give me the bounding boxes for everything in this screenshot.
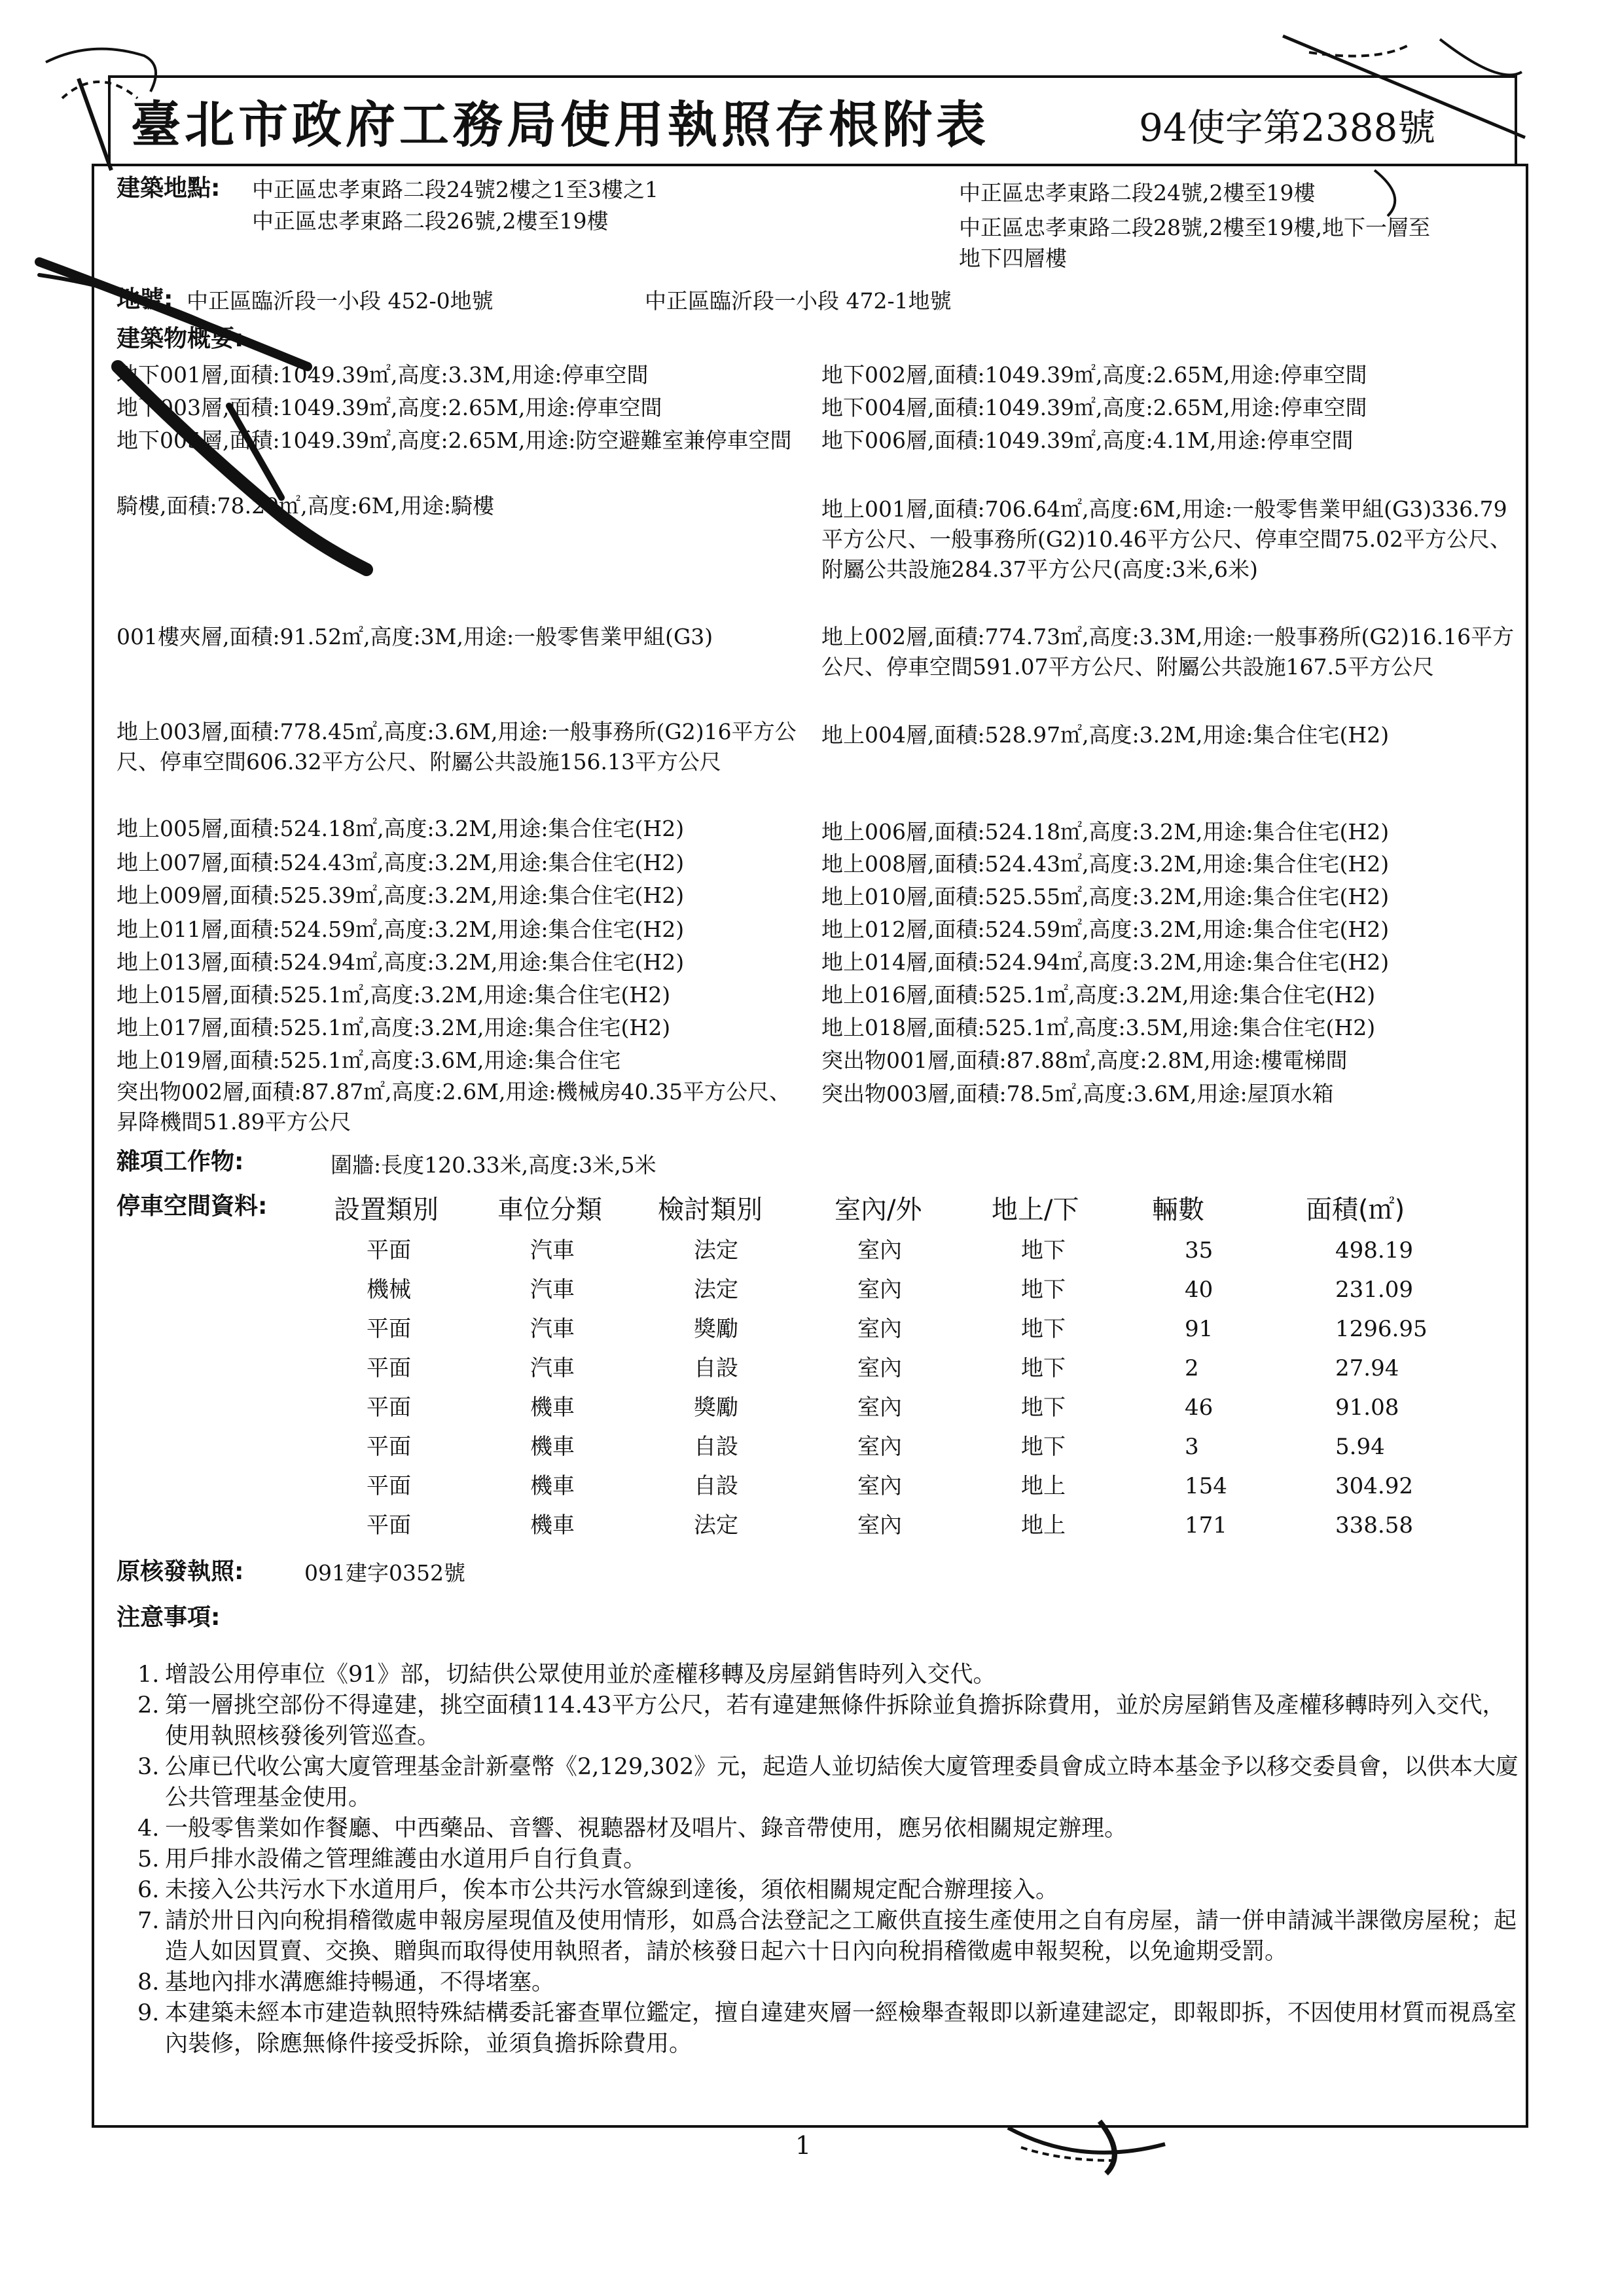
floor-entry: 地上014層,面積:524.94㎡,高度:3.2M,用途:集合住宅(H2) bbox=[821, 949, 1390, 975]
table-cell: 法定 bbox=[694, 1237, 738, 1264]
table-cell: 498.19 bbox=[1335, 1237, 1413, 1264]
table-cell: 地下 bbox=[1021, 1394, 1066, 1421]
table-cell: 室內 bbox=[857, 1316, 902, 1342]
stamp-smudge-bottom bbox=[1008, 2121, 1165, 2174]
table-cell: 汽車 bbox=[530, 1277, 575, 1303]
note-item: 6. 未接入公共污水下水道用戶，俟本市公共污水管線到達後，須依相關規定配合辦理接入。 bbox=[137, 1877, 1059, 1903]
parking-table bbox=[367, 1231, 1466, 1545]
note-item: 9. 本建築未經本市建造執照特殊結構委託審查單位鑑定，擅自違建夾層一經檢舉查報即以新違建認定，即報即拆，不因使用材質而視爲室內裝修，除應無條件接受拆除，並須負擔拆除費用。 bbox=[137, 2000, 1517, 2057]
floor-entry: 地上012層,面積:524.59㎡,高度:3.2M,用途:集合住宅(H2) bbox=[821, 917, 1390, 942]
note-item: 3. 公庫已代收公寓大廈管理基金計新臺幣《2,129,302》元，起造人並切結俟大廈管理委員會成立時本基金予以移交委員會，以供本大廈公共管理基金使用。 bbox=[137, 1754, 1519, 1811]
floor-entry: 地下001層,面積:1049.39㎡,高度:3.3M,用途:停車空間 bbox=[117, 362, 649, 388]
table-cell: 地下 bbox=[1021, 1277, 1066, 1303]
table-cell: 自設 bbox=[694, 1473, 738, 1499]
table-cell: 231.09 bbox=[1335, 1277, 1413, 1303]
site-label: 建築地點: bbox=[117, 175, 221, 202]
parking-header-review: 檢討類別 bbox=[658, 1195, 763, 1225]
table-cell: 地上 bbox=[1021, 1473, 1066, 1499]
table-cell: 室內 bbox=[857, 1434, 902, 1460]
page-number: 1 bbox=[795, 2131, 812, 2160]
table-cell: 室內 bbox=[857, 1394, 902, 1421]
lot-number-1: 中正區臨沂段一小段 452-0地號 bbox=[187, 288, 494, 314]
note-item: 2. 第一層挑空部份不得違建，挑空面積114.43平方公尺，若有違建無條件拆除並負擔拆除費用，並於房屋銷售及產權移轉時列入交代，使用執照核發後列管巡查。 bbox=[137, 1692, 1505, 1749]
original-permit-label: 原核發執照: bbox=[117, 1558, 244, 1585]
floor-entry: 騎樓,面積:78.29㎡,高度:6M,用途:騎樓 bbox=[117, 493, 495, 519]
table-cell: 汽車 bbox=[530, 1237, 575, 1264]
floor-entry: 地上018層,面積:525.1㎡,高度:3.5M,用途:集合住宅(H2) bbox=[821, 1015, 1376, 1040]
floor-entry: 突出物001層,面積:87.88㎡,高度:2.8M,用途:樓電梯間 bbox=[821, 1048, 1348, 1073]
note-item: 8. 基地內排水溝應維持暢通，不得堵塞。 bbox=[137, 1969, 555, 1995]
floor-entry: 地上017層,面積:525.1㎡,高度:3.2M,用途:集合住宅(H2) bbox=[117, 1015, 671, 1040]
floor-entry: 地上010層,面積:525.55㎡,高度:3.2M,用途:集合住宅(H2) bbox=[821, 884, 1390, 909]
floor-entry: 地上002層,面積:774.73㎡,高度:3.3M,用途:一般事務所(G2)16.16平方公尺、停車空間591.07平方公尺、附屬公共設施167.5平方公尺 bbox=[821, 624, 1515, 680]
misc-works-label: 雜項工作物: bbox=[117, 1148, 244, 1175]
table-cell: 機械 bbox=[367, 1277, 411, 1303]
lot-number-2: 中正區臨沂段一小段 472-1地號 bbox=[645, 288, 952, 314]
table-cell: 1296.95 bbox=[1335, 1316, 1428, 1342]
building-summary-label: 建築物概要: bbox=[117, 325, 244, 352]
note-item: 1. 增設公用停車位《91》部，切結供公眾使用並於產權移轉及房屋銷售時列入交代。 bbox=[137, 1662, 996, 1688]
note-item: 5. 用戶排水設備之管理維護由水道用戶自行負責。 bbox=[137, 1846, 647, 1872]
floor-entry: 地下004層,面積:1049.39㎡,高度:2.65M,用途:停車空間 bbox=[821, 395, 1367, 420]
table-cell: 室內 bbox=[857, 1277, 902, 1303]
floor-entry: 地上013層,面積:524.94㎡,高度:3.2M,用途:集合住宅(H2) bbox=[117, 949, 685, 975]
floor-entry: 地上006層,面積:524.18㎡,高度:3.2M,用途:集合住宅(H2) bbox=[821, 819, 1390, 845]
floor-entry: 001樓夾層,面積:91.52㎡,高度:3M,用途:一般零售業甲組(G3) bbox=[117, 624, 713, 649]
table-cell: 獎勵 bbox=[694, 1316, 738, 1342]
site-address-left-1: 中正區忠孝東路二段24號2樓之1至3樓之1 bbox=[252, 177, 658, 202]
table-cell: 室內 bbox=[857, 1237, 902, 1264]
table-cell: 地下 bbox=[1021, 1355, 1066, 1381]
table-cell: 獎勵 bbox=[694, 1394, 738, 1421]
notes-list bbox=[137, 1660, 1525, 2060]
table-cell: 5.94 bbox=[1335, 1434, 1385, 1460]
floor-entry: 地上009層,面積:525.39㎡,高度:3.2M,用途:集合住宅(H2) bbox=[117, 883, 685, 908]
table-cell: 室內 bbox=[857, 1473, 902, 1499]
table-cell: 自設 bbox=[694, 1434, 738, 1460]
table-cell: 機車 bbox=[530, 1512, 575, 1539]
floor-entry: 地下002層,面積:1049.39㎡,高度:2.65M,用途:停車空間 bbox=[821, 362, 1367, 388]
note-item: 4. 一般零售業如作餐廳、中西藥品、音響、視聽器材及唱片、錄音帶使用，應另依相關規定辦理。 bbox=[137, 1815, 1128, 1842]
table-cell: 171 bbox=[1185, 1512, 1227, 1539]
parking-header-vehicle: 車位分類 bbox=[497, 1195, 602, 1225]
floor-entry: 地下006層,面積:1049.39㎡,高度:4.1M,用途:停車空間 bbox=[821, 428, 1354, 453]
table-cell: 40 bbox=[1185, 1277, 1214, 1303]
floor-entry: 地上003層,面積:778.45㎡,高度:3.6M,用途:一般事務所(G2)16平方公尺、停車空間606.32平方公尺、附屬公共設施156.13平方公尺 bbox=[117, 719, 797, 774]
table-cell: 機車 bbox=[530, 1473, 575, 1499]
parking-label: 停車空間資料: bbox=[117, 1193, 268, 1220]
note-item: 7. 請於卅日內向稅捐稽徵處申報房屋現值及使用情形，如爲合法登記之工廠供直接生產使用之自有房屋，請一併申請減半課徵房屋稅；起造人如因買賣、交換、贈與而取得使用執照者，請於核發日起六十日內向稅捐稽徵處申報契稅，以免逾期受罰。 bbox=[137, 1908, 1517, 1965]
floor-entry: 突出物002層,面積:87.87㎡,高度:2.6M,用途:機械房40.35平方公尺、昇降機間51.89平方公尺 bbox=[117, 1079, 791, 1135]
site-address-left-2: 中正區忠孝東路二段26號,2樓至19樓 bbox=[252, 208, 609, 234]
floor-entry: 地上008層,面積:524.43㎡,高度:3.2M,用途:集合住宅(H2) bbox=[821, 851, 1390, 877]
table-cell: 35 bbox=[1185, 1237, 1214, 1264]
floor-entry: 地下003層,面積:1049.39㎡,高度:2.65M,用途:停車空間 bbox=[117, 395, 662, 420]
floor-entry: 突出物003層,面積:78.5㎡,高度:3.6M,用途:屋頂水箱 bbox=[821, 1081, 1334, 1106]
floor-entry: 地上019層,面積:525.1㎡,高度:3.6M,用途:集合住宅 bbox=[117, 1048, 621, 1073]
table-cell: 154 bbox=[1185, 1473, 1227, 1499]
table-cell: 27.94 bbox=[1335, 1355, 1399, 1381]
floor-entry: 地上016層,面積:525.1㎡,高度:3.2M,用途:集合住宅(H2) bbox=[821, 982, 1376, 1008]
table-cell: 91 bbox=[1185, 1316, 1214, 1342]
table-cell: 室內 bbox=[857, 1512, 902, 1539]
floor-entry: 地上005層,面積:524.18㎡,高度:3.2M,用途:集合住宅(H2) bbox=[117, 816, 685, 841]
table-cell: 地下 bbox=[1021, 1434, 1066, 1460]
table-cell: 地下 bbox=[1021, 1237, 1066, 1264]
table-cell: 338.58 bbox=[1335, 1512, 1413, 1539]
table-cell: 3 bbox=[1185, 1434, 1199, 1460]
table-cell: 46 bbox=[1185, 1394, 1214, 1421]
table-cell: 2 bbox=[1185, 1355, 1199, 1381]
table-cell: 平面 bbox=[367, 1237, 411, 1264]
floor-entry: 地上015層,面積:525.1㎡,高度:3.2M,用途:集合住宅(H2) bbox=[117, 982, 671, 1008]
table-cell: 機車 bbox=[530, 1434, 575, 1460]
floor-entry: 地上004層,面積:528.97㎡,高度:3.2M,用途:集合住宅(H2) bbox=[821, 722, 1390, 748]
site-address-right-3: 地下四層樓 bbox=[959, 246, 1067, 271]
table-cell: 汽車 bbox=[530, 1316, 575, 1342]
table-cell: 地下 bbox=[1021, 1316, 1066, 1342]
floor-entry: 地下005層,面積:1049.39㎡,高度:2.65M,用途:防空避難室兼停車空間 bbox=[117, 428, 792, 453]
parking-header-level: 地上/下 bbox=[992, 1195, 1079, 1225]
table-cell: 平面 bbox=[367, 1434, 411, 1460]
notes-label: 注意事項: bbox=[117, 1604, 221, 1631]
table-cell: 汽車 bbox=[530, 1355, 575, 1381]
misc-works-value: 圍牆:長度120.33米,高度:3米,5米 bbox=[331, 1152, 656, 1178]
floor-entry: 地上001層,面積:706.64㎡,高度:6M,用途:一般零售業甲組(G3)336.79平方公尺、一般事務所(G2)10.46平方公尺、停車空間75.02平方公尺、附屬公共設施284.37平方公尺(高度:3米,6米) bbox=[821, 496, 1512, 582]
table-cell: 法定 bbox=[694, 1512, 738, 1539]
permit-number: 94使字第2388號 bbox=[1139, 105, 1436, 150]
table-cell: 平面 bbox=[367, 1394, 411, 1421]
table-cell: 平面 bbox=[367, 1473, 411, 1499]
site-address-right-2: 中正區忠孝東路二段28號,2樓至19樓,地下一層至 bbox=[959, 215, 1430, 240]
lot-label: 地號: bbox=[117, 286, 173, 313]
table-cell: 地上 bbox=[1021, 1512, 1066, 1539]
table-cell: 室內 bbox=[857, 1355, 902, 1381]
table-cell: 機車 bbox=[530, 1394, 575, 1421]
table-cell: 平面 bbox=[367, 1355, 411, 1381]
parking-header-indoor: 室內/外 bbox=[835, 1195, 922, 1225]
floor-entry: 地上007層,面積:524.43㎡,高度:3.2M,用途:集合住宅(H2) bbox=[117, 850, 685, 875]
table-cell: 法定 bbox=[694, 1277, 738, 1303]
table-cell: 304.92 bbox=[1335, 1473, 1413, 1499]
original-permit-value: 091建字0352號 bbox=[304, 1560, 465, 1586]
parking-header-type: 設置類別 bbox=[334, 1195, 439, 1225]
page-title: 臺北市政府工務局使用執照存根附表 bbox=[131, 96, 990, 154]
floor-entry: 地上011層,面積:524.59㎡,高度:3.2M,用途:集合住宅(H2) bbox=[117, 917, 685, 942]
table-cell: 平面 bbox=[367, 1512, 411, 1539]
parking-header-area: 面積(㎡) bbox=[1306, 1195, 1405, 1225]
parking-header-count: 輛數 bbox=[1152, 1195, 1204, 1225]
table-cell: 自設 bbox=[694, 1355, 738, 1381]
table-cell: 91.08 bbox=[1335, 1394, 1399, 1421]
table-cell: 平面 bbox=[367, 1316, 411, 1342]
site-address-right-1: 中正區忠孝東路二段24號,2樓至19樓 bbox=[959, 180, 1316, 206]
